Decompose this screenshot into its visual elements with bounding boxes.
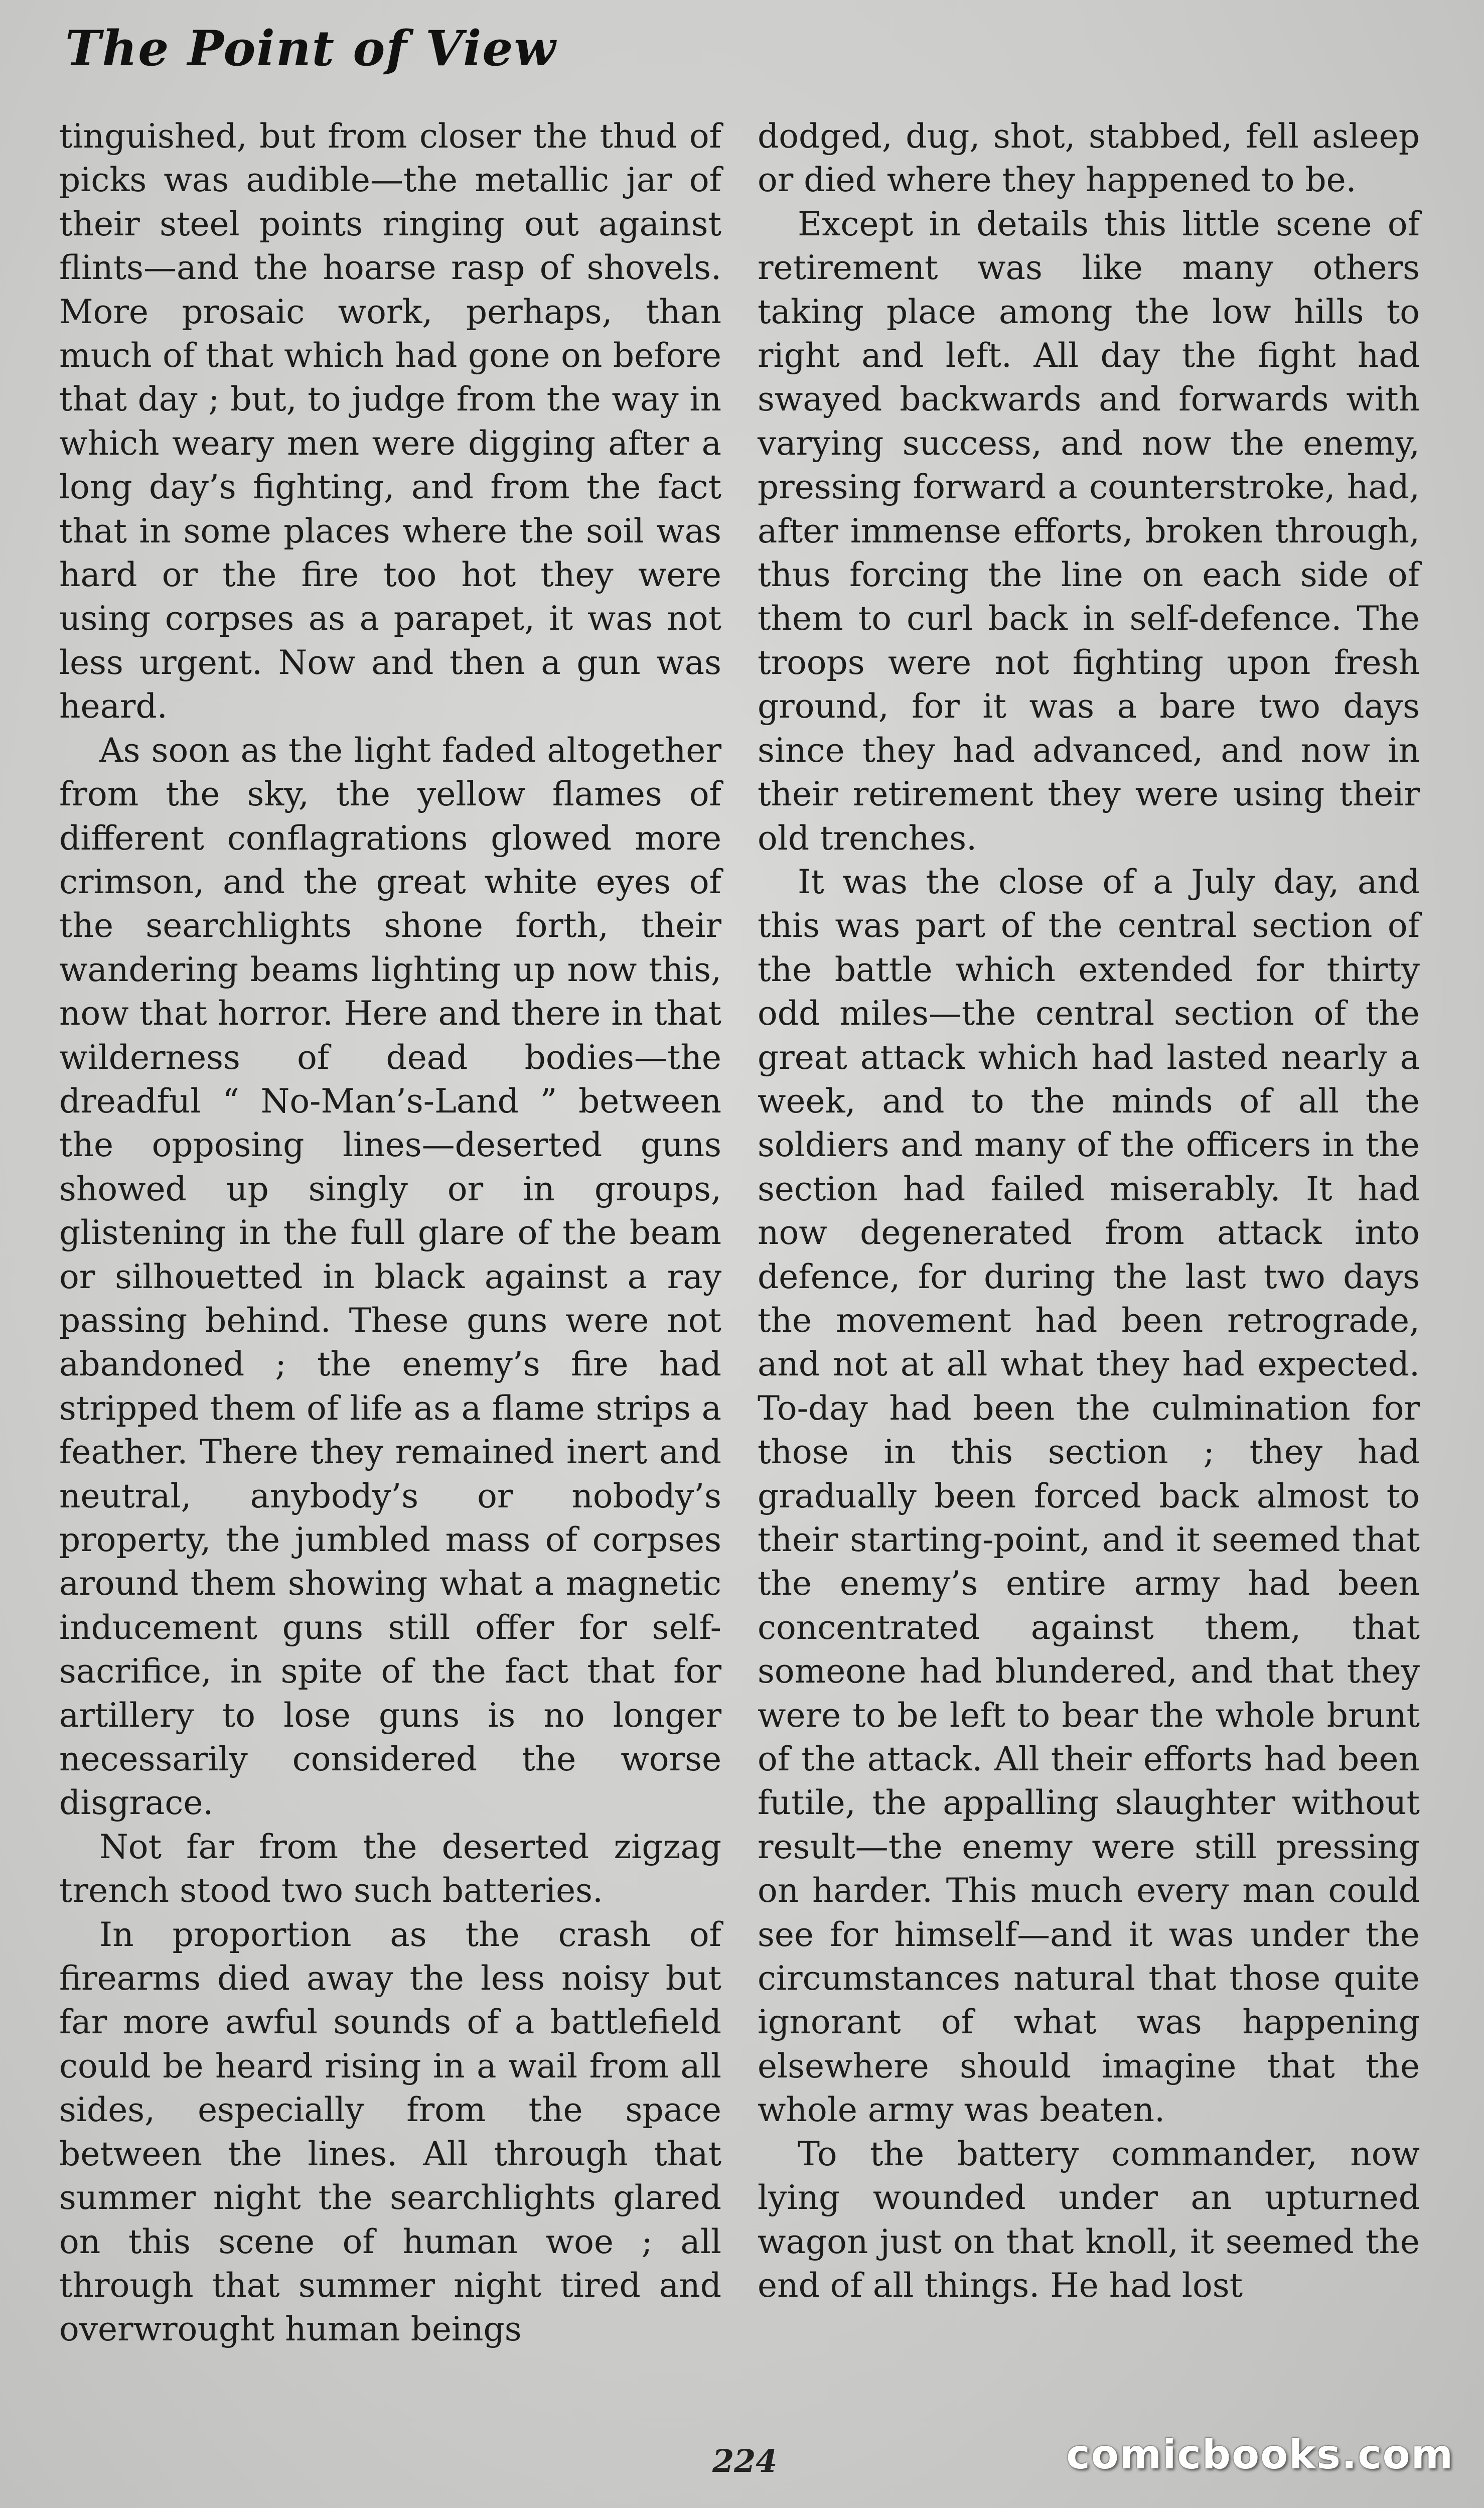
left-text-column (59, 114, 721, 2351)
paragraph: Not far from the deserted zigzag trench stood two such batteries. (59, 1827, 721, 1910)
paragraph: dodged, dug, shot, stabbed, fell asleep or died where they happened to be. (758, 117, 1420, 200)
page-number: 224 (712, 2443, 778, 2479)
paragraph: Except in details this little scene of retirement was like many others taking place among the low hills to right and left. All day the fight had swayed backwards and forwards with varying success, and now the enemy, pressing forward a counterstroke, had, after immense efforts, broken through, thus forcing the line on each side of them to curl back in self-defence. The troops were not fighting upon fresh ground, for it was a bare two days since they had advanced, and now in their retirement they were using their old trenches. (758, 204, 1420, 858)
paragraph: tinguished, but from closer the thud of picks was audible—the metallic jar of their steel points ringing out against flints—and the hoarse rasp of shovels. More prosaic work, perhaps, than much of that which had gone on before that day ; but, to judge from the way in which weary men were digging after a long day’s fighting, and from the fact that in some places where the soil was hard or the fire too hot they were using corpses as a parapet, it was not less urgent. Now and then a gun was heard. (59, 117, 721, 726)
right-text-column (758, 114, 1420, 2307)
paragraph: To the battery commander, now lying wounded under an upturned wagon just on that knoll, it seemed the end of all things. He had lost (758, 2134, 1420, 2305)
paragraph: In proportion as the crash of firearms died away the less noisy but far more awful sounds of a battlefield could be heard rising in a wail from all sides, especially from the space between the lines. All through that summer night the searchlights glared on this scene of human woe ; all through that summer night tired and overwrought human beings (59, 1915, 721, 2349)
watermark-logo: comicbooks.com (1066, 2431, 1454, 2478)
paragraph: It was the close of a July day, and this was part of the central section of the battle which extended for thirty odd miles—the central section of the great attack which had lasted nearly a week, and to the minds of all the soldiers and many of the officers in the section had failed miserably. It had now degenerated from attack into defence, for during the last two days the movement had been retrograde, and not at all what they had expected. To-day had been the culmination for those in this section ; they had gradually been forced back almost to their starting-point, and it seemed that the enemy’s entire army had been concentrated against them, that someone had blundered, and that they were to be left to bear the whole brunt of the attack. All their efforts had been futile, the appalling slaughter without result—the enemy were still pressing on harder. This much every man could see for himself—and it was under the circumstances natural that those quite ignorant of what was happening elsewhere should imagine that the whole army was beaten. (758, 862, 1420, 2130)
running-head-title: The Point of View (65, 20, 557, 77)
paragraph: As soon as the light faded altogether from the sky, the yellow flames of different conflagrations glowed more crimson, and the great white eyes of the searchlights shone forth, their wandering beams lighting up now this, now that horror. Here and there in that wilderness of dead bodies—the dreadful “ No-Man’s-Land ” between the opposing lines—deserted guns showed up singly or in groups, glistening in the full glare of the beam or silhouetted in black against a ray passing behind. These guns were not abandoned ; the enemy’s fire had stripped them of life as a flame strips a feather. There they remained inert and neutral, anybody’s or nobody’s property, the jumbled mass of corpses around them showing what a magnetic inducement guns still offer for self-sacrifice, in spite of the fact that for artillery to lose guns is no longer necessarily considered the worse disgrace. (59, 731, 721, 1823)
